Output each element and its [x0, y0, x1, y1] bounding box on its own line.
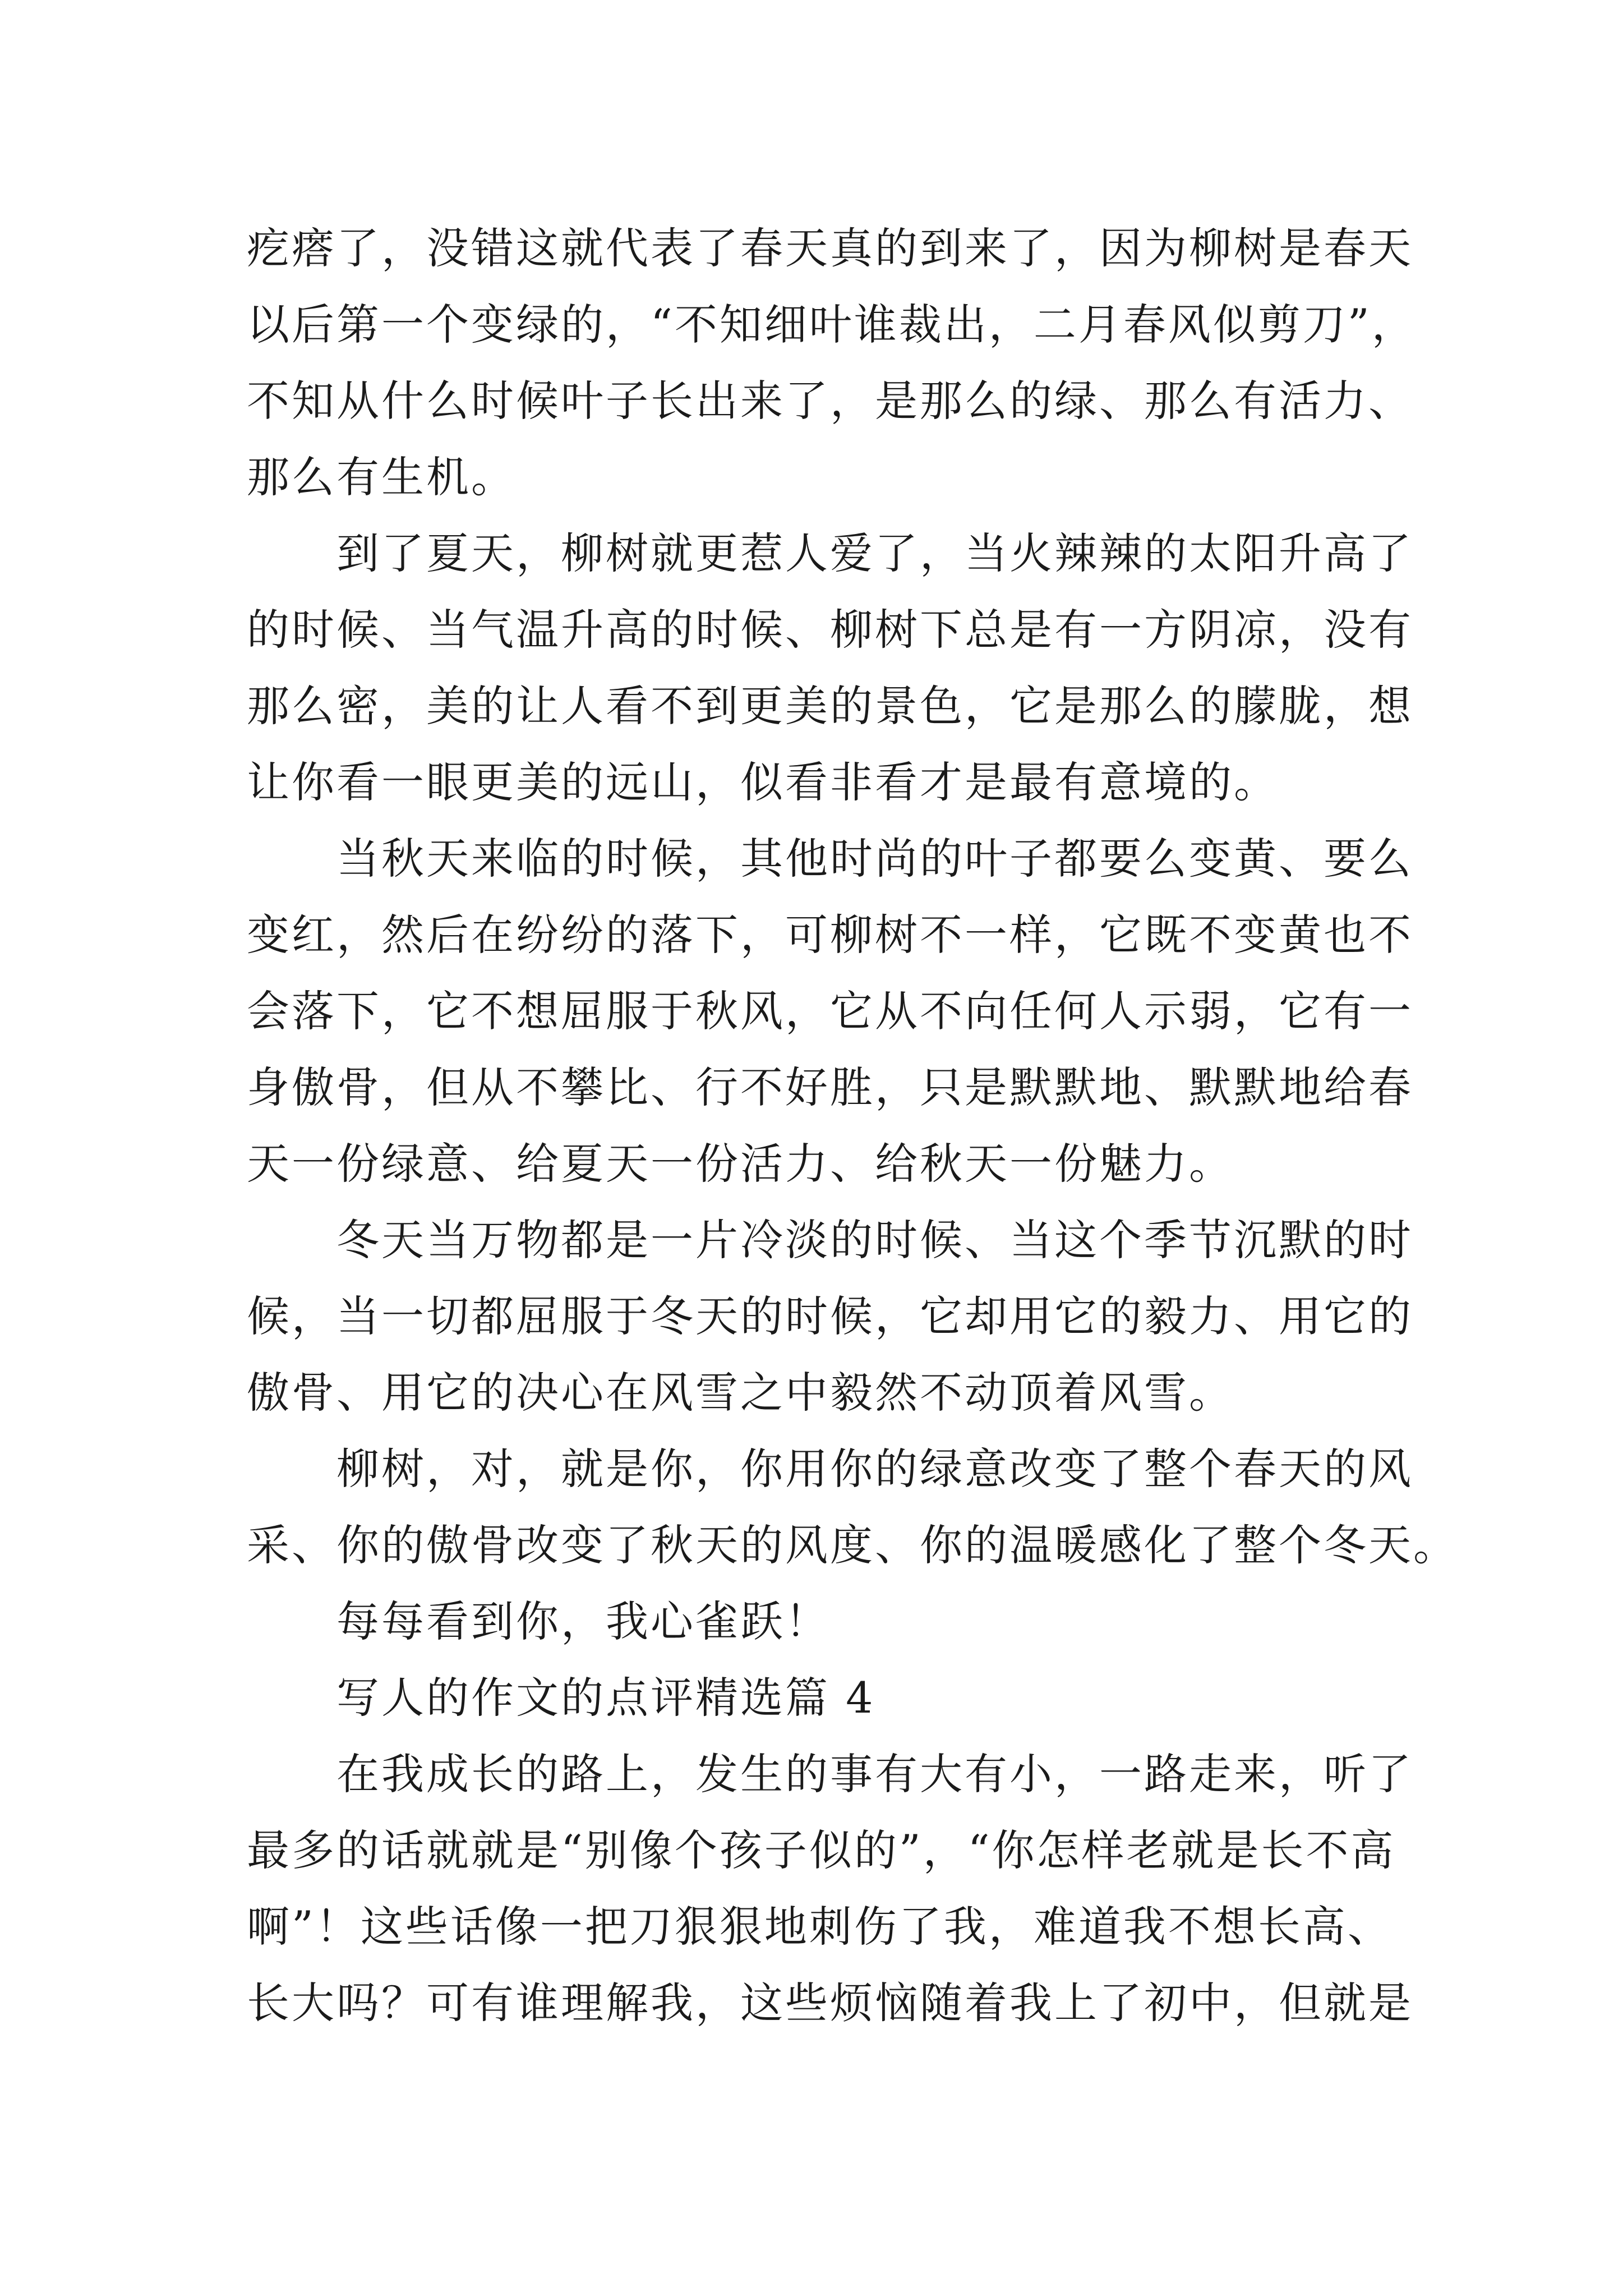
paragraph-7-line-2: 最多的话就就是“别像个孩子似的”，“你怎样老就是长不高 — [247, 1825, 1396, 1875]
paragraph-4-line-1: 冬天当万物都是一片冷淡的时候、当这个季节沉默的时 — [336, 1215, 1413, 1265]
paragraph-3-line-4: 身傲骨，但从不攀比、行不好胜，只是默默地、默默地给春 — [247, 1062, 1413, 1112]
paragraph-3-line-1: 当秋天来临的时候，其他时尚的叶子都要么变黄、要么 — [336, 834, 1413, 884]
paragraph-7-line-3: 啊”！这些话像一把刀狠狠地刺伤了我，难道我不想长高、 — [247, 1902, 1393, 1952]
paragraph-2-line-2: 的时候、当气温升高的时候、柳树下总是有一方阴凉，没有 — [247, 605, 1413, 655]
document-body — [247, 210, 1458, 2041]
paragraph-3-line-3: 会落下，它不想屈服于秋风，它从不向任何人示弱，它有一 — [247, 986, 1413, 1036]
paragraph-4-line-2: 候，当一切都屈服于冬天的时候，它却用它的毅力、用它的 — [247, 1291, 1413, 1341]
paragraph-3-line-5: 天一份绿意、给夏天一份活力、给秋天一份魅力。 — [247, 1139, 1234, 1189]
paragraph-2-line-1: 到了夏天，柳树就更惹人爱了，当火辣辣的太阳升高了 — [336, 528, 1413, 578]
paragraph-2-line-3: 那么密，美的让人看不到更美的景色，它是那么的朦胧，想 — [247, 681, 1413, 731]
paragraph-1-line-4: 那么有生机。 — [247, 452, 516, 502]
paragraph-6-line-1: 每每看到你，我心雀跃！ — [336, 1596, 830, 1646]
paragraph-1-line-2: 以后第一个变绿的，“不知细叶谁裁出，二月春风似剪刀”， — [247, 300, 1417, 349]
paragraph-5-line-1: 柳树，对，就是你，你用你的绿意改变了整个春天的风 — [336, 1444, 1413, 1494]
paragraph-5-line-2: 采、你的傲骨改变了秋天的风度、你的温暖感化了整个冬天。 — [247, 1520, 1458, 1570]
paragraph-1-line-1: 疙瘩了，没错这就代表了春天真的到来了，因为柳树是春天 — [247, 223, 1413, 273]
paragraph-2-line-4: 让你看一眼更美的远山，似看非看才是最有意境的。 — [247, 757, 1279, 807]
paragraph-1-line-3: 不知从什么时候叶子长出来了，是那么的绿、那么有活力、 — [247, 376, 1413, 426]
paragraph-7-line-1: 在我成长的路上，发生的事有大有小，一路走来，听了 — [336, 1749, 1413, 1799]
section-heading: 写人的作文的点评精选篇 4 — [336, 1673, 875, 1723]
paragraph-4-line-3: 傲骨、用它的决心在风雪之中毅然不动顶着风雪。 — [247, 1368, 1234, 1418]
paragraph-7-line-4: 长大吗？可有谁理解我，这些烦恼随着我上了初中，但就是 — [247, 1978, 1413, 2028]
paragraph-3-line-2: 变红，然后在纷纷的落下，可柳树不一样，它既不变黄也不 — [247, 910, 1413, 960]
